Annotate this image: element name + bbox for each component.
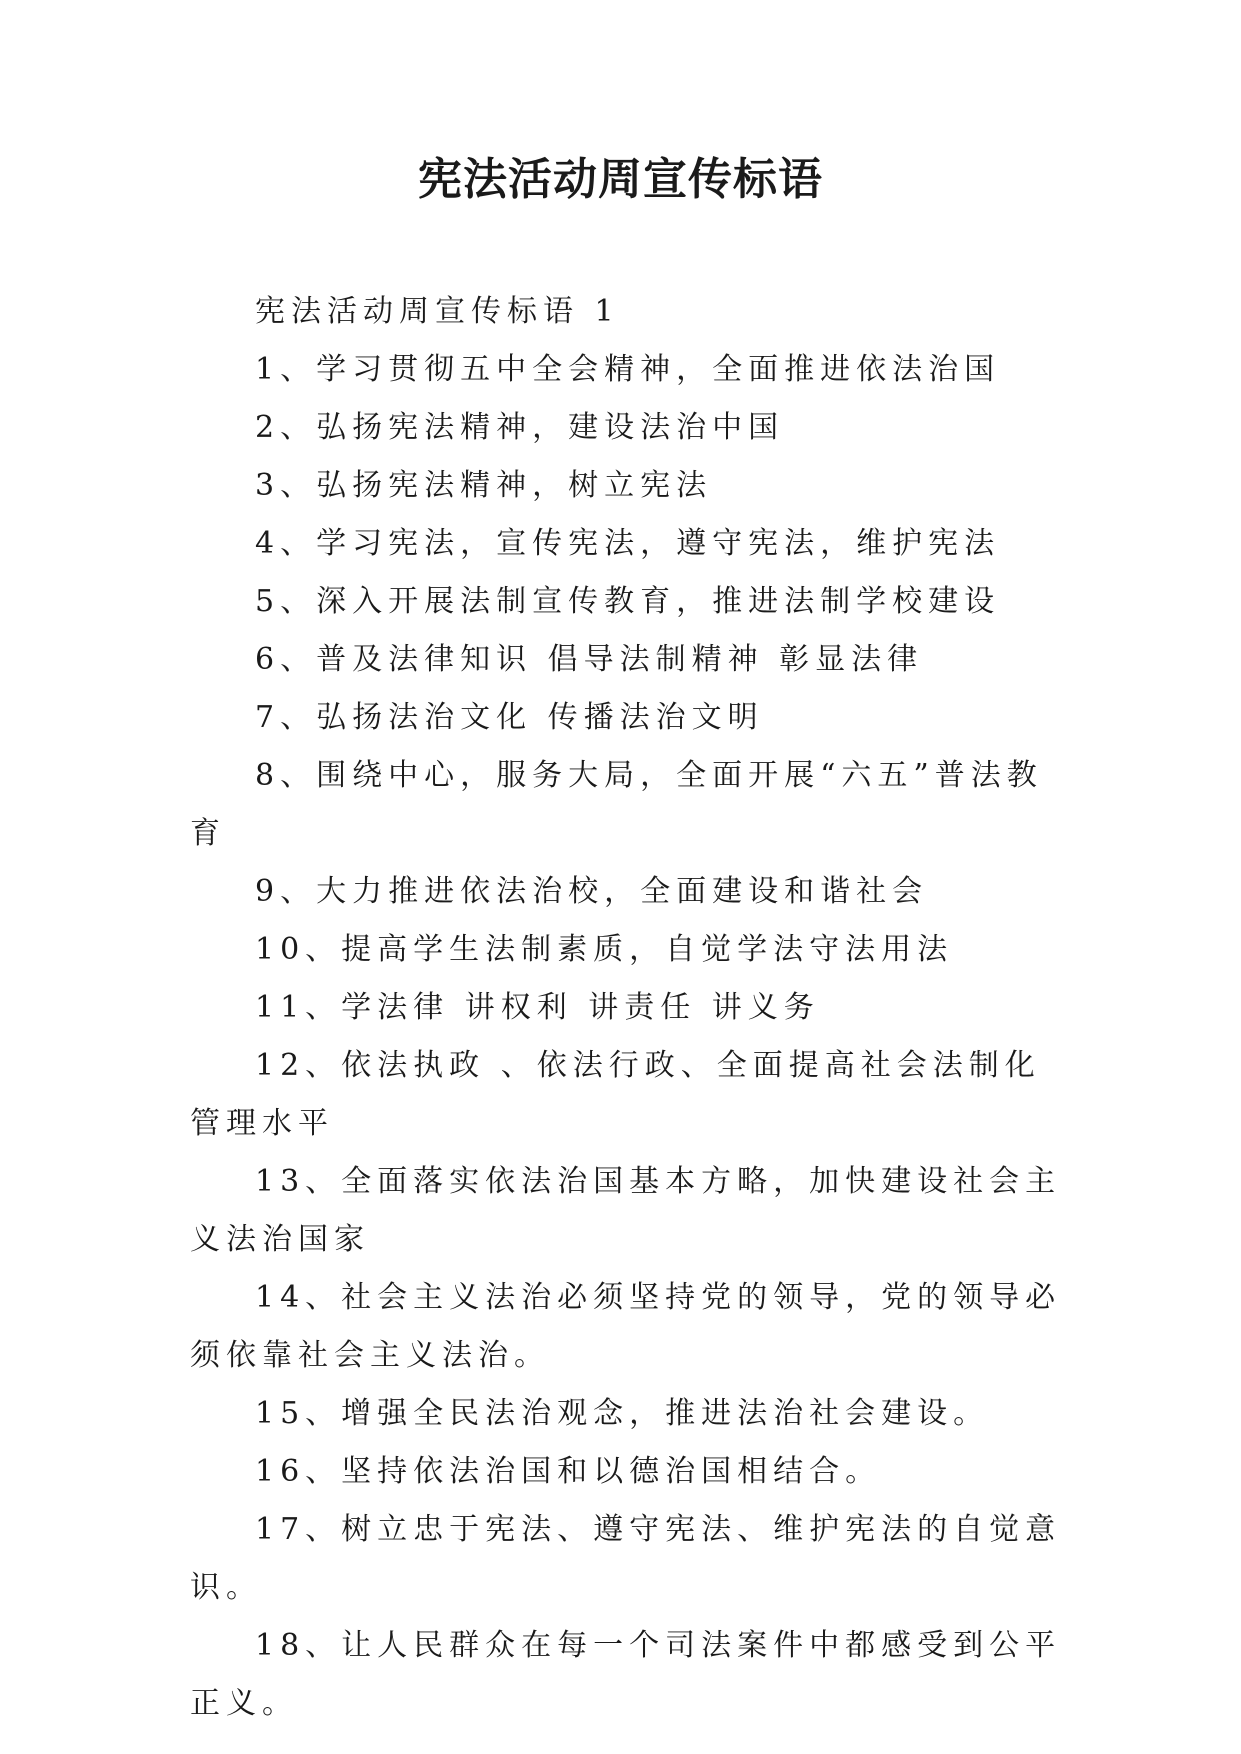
slogan-item-8: 8、围绕中心，服务大局，全面开展“六五”普法教育 [190, 758, 1043, 851]
slogan-item-15: 15、增强全民法治观念，推进法治社会建设。 [255, 1396, 990, 1431]
slogan-item-13: 13、全面落实依法治国基本方略，加快建设社会主义法治国家 [190, 1164, 1062, 1257]
slogan-item-10: 10、提高学生法制素质，自觉学法守法用法 [255, 932, 954, 967]
slogan-item-9: 9、大力推进依法治校，全面建设和谐社会 [255, 874, 929, 909]
slogan-item-16: 16、坚持依法治国和以德治国相结合。 [255, 1454, 882, 1489]
slogan-item-17: 17、树立忠于宪法、遵守宪法、维护宪法的自觉意识。 [190, 1512, 1062, 1605]
document-body [190, 283, 1070, 1733]
slogan-item-4: 4、学习宪法，宣传宪法，遵守宪法，维护宪法 [255, 526, 1001, 561]
slogan-item-3: 3、弘扬宪法精神，树立宪法 [255, 468, 713, 503]
slogan-item-5: 5、深入开展法制宣传教育，推进法制学校建设 [255, 584, 1001, 619]
document-title: 宪法活动周宣传标语 [418, 154, 823, 205]
slogan-item-7: 7、弘扬法治文化 传播法治文明 [255, 700, 764, 735]
slogan-item-18: 18、让人民群众在每一个司法案件中都感受到公平正义。 [190, 1628, 1062, 1721]
section-heading: 宪法活动周宣传标语 1 [255, 294, 620, 329]
slogan-item-1: 1、学习贯彻五中全会精神，全面推进依法治国 [255, 352, 1001, 387]
slogan-item-12: 12、依法执政 、依法行政、全面提高社会法制化管理水平 [190, 1048, 1041, 1141]
slogan-item-6: 6、普及法律知识 倡导法制精神 彰显法律 [255, 642, 924, 677]
slogan-item-11: 11、学法律 讲权利 讲责任 讲义务 [255, 990, 820, 1025]
slogan-item-2: 2、弘扬宪法精神，建设法治中国 [255, 410, 785, 445]
slogan-item-14: 14、社会主义法治必须坚持党的领导，党的领导必须依靠社会主义法治。 [190, 1280, 1062, 1373]
